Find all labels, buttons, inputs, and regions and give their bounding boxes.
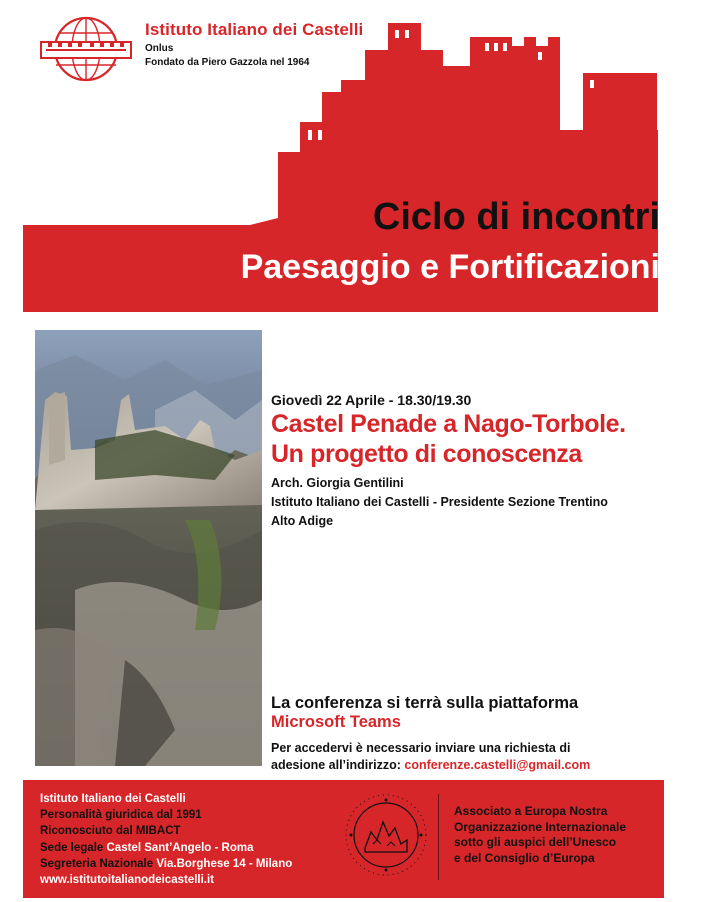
footer-org-name: Istituto Italiano dei Castelli [40, 793, 186, 805]
footer-org-info [40, 791, 292, 888]
footer-affiliation-line2: Organizzazione Internazionale [454, 819, 627, 834]
footer-website-link[interactable]: www.istitutoitalianodeicastelli.it [40, 874, 215, 887]
footer-secretariat-label: Segreteria Nazionale [40, 857, 154, 870]
footer-seat [40, 840, 292, 856]
footer-seat-label: Sede legale [40, 841, 104, 854]
speaker-name: Arch. Giorgia Gentilini [271, 476, 404, 490]
talk-title-line2: Un progetto di conoscenza [271, 440, 582, 468]
institute-globe-logo [38, 16, 134, 82]
footer-affiliation-line3: sotto gli auspici dell’Unesco [454, 835, 617, 849]
access-instructions-label: adesione all’indirizzo: [271, 758, 401, 772]
speaker-affiliation-line2: Alto Adige [271, 514, 334, 528]
footer-affiliation-line1: Associato a Europa Nostra [454, 804, 608, 818]
series-subtitle: Paesaggio e Fortificazioni [240, 248, 660, 286]
contact-email-link[interactable]: conferenze.castelli@gmail.com [404, 758, 591, 772]
event-date-time: Giovedì 22 Aprile - 18.30/19.30 [271, 392, 472, 408]
talk-title-line1: Castel Penade a Nago-Torbole. [271, 410, 626, 438]
footer-secretariat-value: Via.Borghese 14 - Milano [156, 857, 293, 870]
footer-legal-status: Personalità giuridica dal 1991 [40, 809, 202, 822]
footer-divider [438, 794, 439, 880]
footer-secretariat [40, 856, 292, 872]
platform-intro: La conferenza si terrà sulla piattaforma [271, 694, 579, 712]
speaker-affiliation-line1: Istituto Italiano dei Castelli - Presidente Sezione Trentino [271, 495, 608, 509]
header-founded: Fondato da Piero Gazzola nel 1964 [145, 57, 310, 68]
access-instructions-line1: Per accedervi è necessario inviare una richiesta di [271, 741, 571, 755]
europa-nostra-emblem-icon [343, 792, 429, 878]
access-instructions-line2 [271, 758, 590, 772]
footer-affiliation-line4: e del Consiglio d’Europa [454, 850, 595, 865]
footer-seat-value: Castel Sant’Angelo - Roma [106, 841, 254, 854]
footer-band [23, 780, 664, 898]
platform-name: Microsoft Teams [271, 713, 401, 731]
header-org-name: Istituto Italiano dei Castelli [145, 20, 364, 39]
header-onlus: Onlus [145, 43, 174, 54]
series-title: Ciclo di incontri [372, 196, 660, 238]
footer-recognized: Riconosciuto dal MIBACT [40, 825, 181, 838]
castle-ruin-photo [35, 330, 262, 766]
footer-affiliations [454, 804, 626, 866]
